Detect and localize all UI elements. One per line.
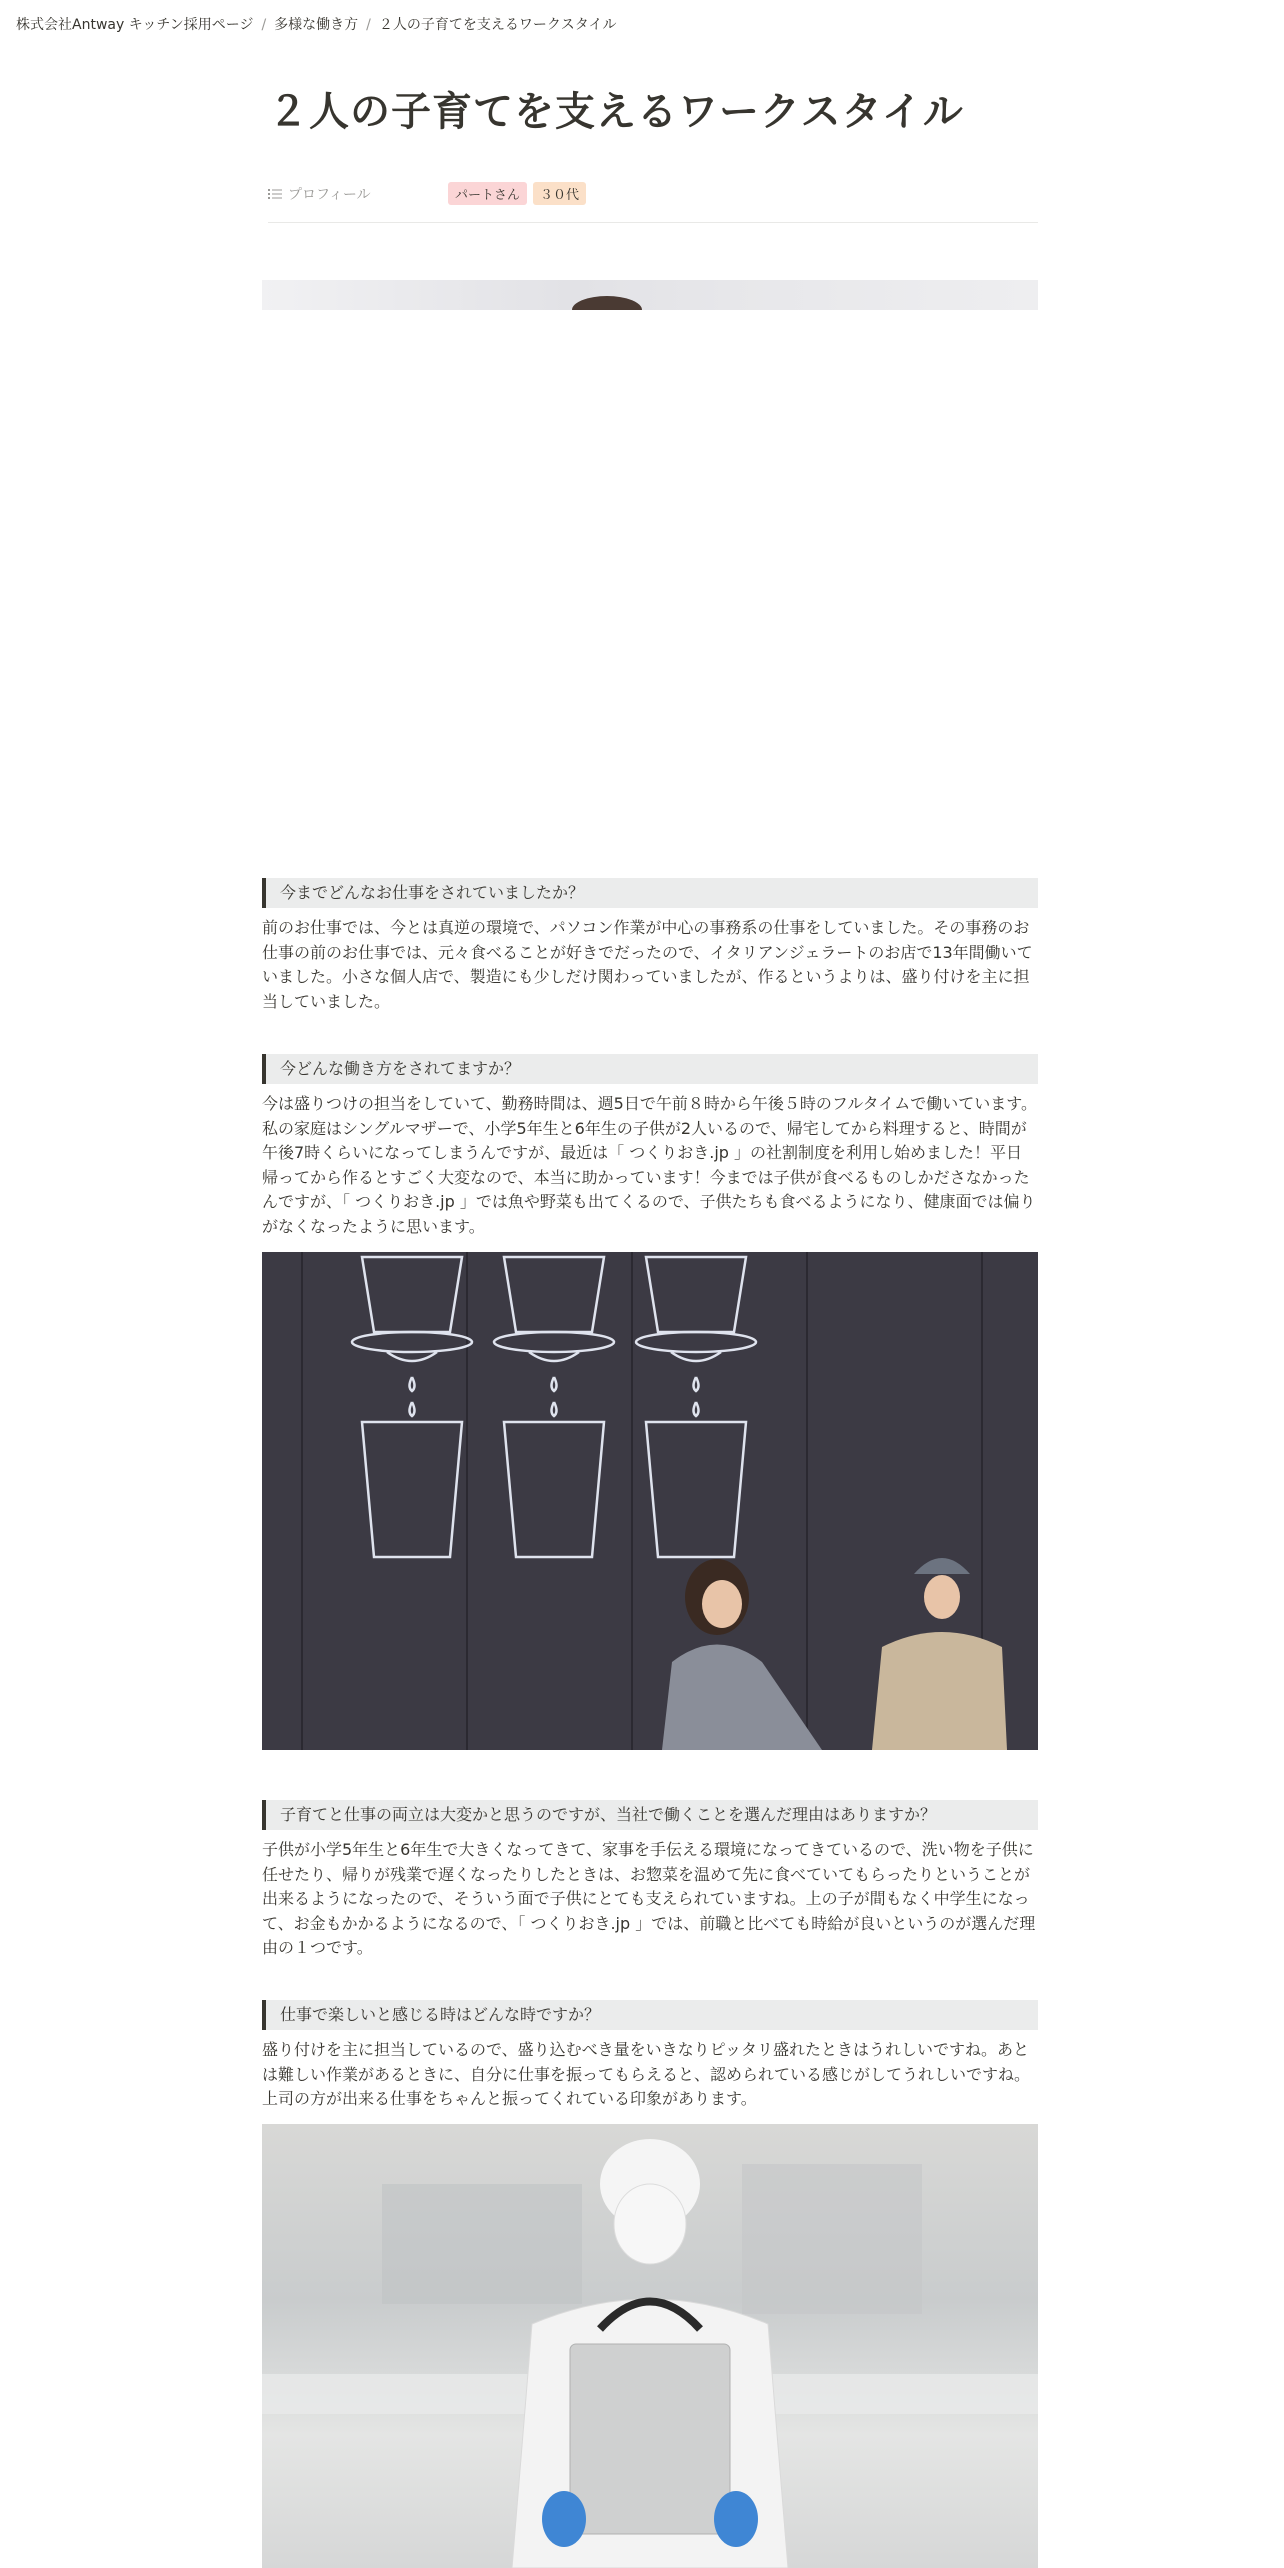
breadcrumb-item-home[interactable]: 株式会社Antway キッチン採用ページ	[16, 17, 254, 33]
section-heading: 今までどんなお仕事をされていましたか？	[262, 878, 1038, 908]
section-heading: 仕事で楽しいと感じる時はどんな時ですか？	[262, 2000, 1038, 2030]
property-label	[268, 184, 371, 204]
kitchen-illustration	[262, 2124, 1038, 2568]
property-label-text: プロフィール	[288, 187, 371, 203]
list-icon	[268, 187, 282, 201]
profile-property-row	[268, 182, 1038, 223]
mural-illustration	[262, 1252, 1038, 1750]
section-body: 前のお仕事では、今とは真逆の環境で、パソコン作業が中心の事務系の仕事をしていました。その事務のお仕事の前のお仕事では、元々食べることが好きでだったので、イタリアンジェラートのお店で13年間働いていました。小さな個人店で、製造にも少しだけ関わっていましたが、作るというよりは、盛り付けを主に担当していました。	[262, 918, 1033, 1011]
person-left	[662, 1559, 822, 1750]
tag-thirties[interactable]: ３０代	[533, 182, 586, 205]
photo-kitchen-staff	[262, 2124, 1038, 2568]
profile-tags	[448, 182, 586, 205]
breadcrumb	[16, 14, 616, 34]
section-heading: 子育てと仕事の両立は大変かと思うのですが、当社で働くことを選んだ理由はありますか？	[262, 1800, 1038, 1830]
tag-part-time[interactable]: パートさん	[448, 182, 527, 205]
breadcrumb-item-current[interactable]: ２人の子育てを支えるワークスタイル	[378, 17, 617, 33]
photo-coffee-mural	[262, 1252, 1038, 1750]
section-body: 子供が小学5年生と6年生で大きくなってきて、家事を手伝える環境になってきているので、洗い物を子供に任せたり、帰りが残業で遅くなったりしたときは、お惣菜を温めて先に食べていてもらったりということが出来るようになったので、そういう面で子供にとても支えられていますね。上の子が間もなく中学生になって、お金もかかるようになるので、「 つくりおき.jp 」では、前職と比べても時給が良いというのが選んだ理由の１つです。	[262, 1840, 1036, 1957]
section-body: 盛り付けを主に担当しているので、盛り込むべき量をいきなりピッタリ盛れたときはうれしいですね。あとは難しい作業があるときに、自分に仕事を振ってもらえると、認められている感じがしてうれしいですね。上司の方が出来る仕事をちゃんと振ってくれている印象があります。	[262, 2040, 1031, 2108]
hero-image	[262, 280, 1038, 310]
breadcrumb-item-workstyles[interactable]: 多様な働き方	[274, 17, 359, 33]
page-title: ２人の子育てを支えるワークスタイル	[268, 89, 964, 135]
section-body: 今は盛りつけの担当をしていて、勤務時間は、週5日で午前８時から午後５時のフルタイムで働いています。私の家庭はシングルマザーで、小学5年生と6年生の子供が2人いるので、帰宅してから料理すると、時間が午後7時くらいになってしまうんですが、最近は「 つくりおき.jp 」の社割制度を利用し始めました！平日帰ってから作るとすごく大変なので、本当に助かっています！今までは子供が食べるものしかださなかったんですが、「 つくりおき.jp 」では魚や野菜も出てくるので、子供たちも食べるようになり、健康面では偏りがなくなったように思います。	[262, 1094, 1037, 1236]
breadcrumb-separator: /	[261, 17, 267, 33]
breadcrumb-separator: /	[366, 17, 371, 33]
person-right	[872, 1558, 1007, 1750]
section-heading: 今どんな働き方をされてますか？	[262, 1054, 1038, 1084]
hero-image-subject	[572, 296, 642, 310]
